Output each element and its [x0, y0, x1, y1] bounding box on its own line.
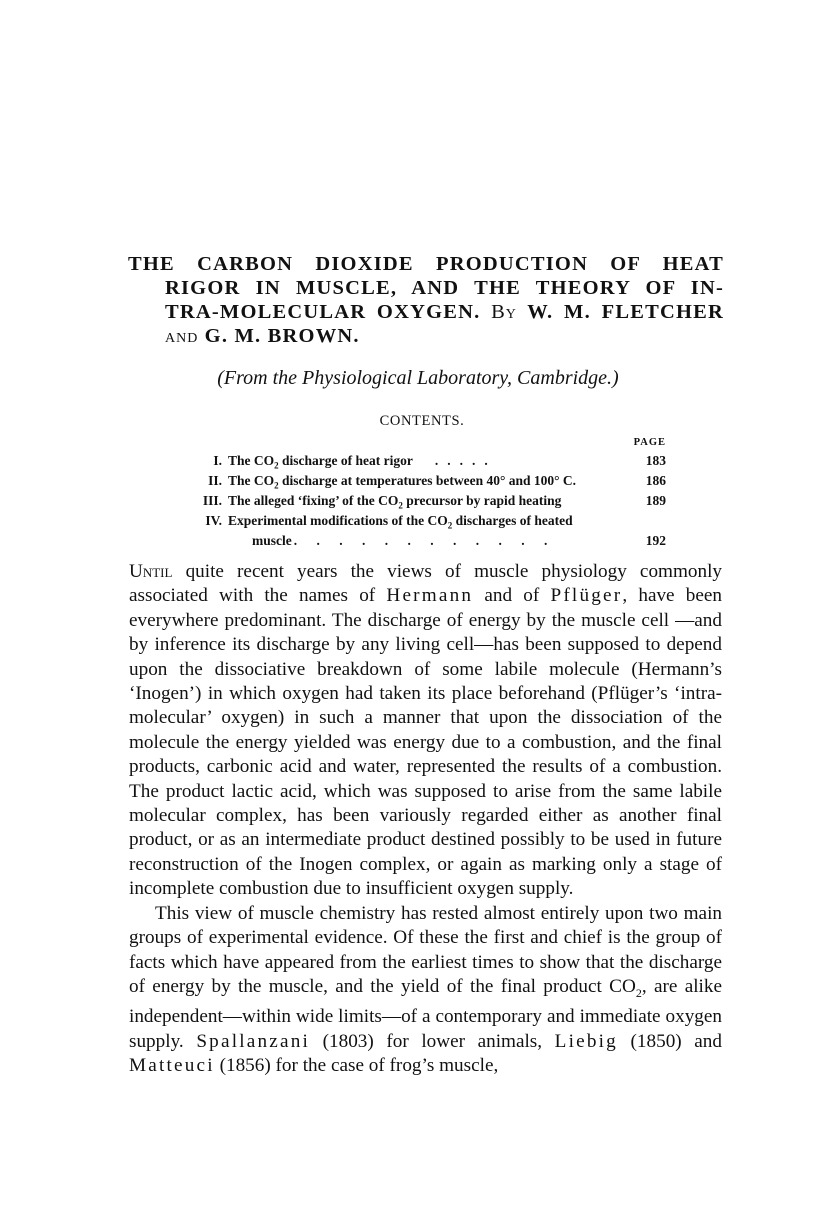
author-name: Spallanzani: [196, 1030, 311, 1052]
toc-entry-text: The $CO_2$ discharge of heat rigor .....: [228, 453, 497, 471]
toc-entry-text: The $CO_2$ discharge at temperatures between 40° and 100° C.: [228, 473, 577, 491]
by-word: By: [491, 301, 517, 323]
title-line-4: [128, 324, 724, 348]
title-line-2: RIGOR IN MUSCLE, AND THE THEORY OF IN-: [165, 277, 724, 299]
toc-entry: [186, 471, 670, 491]
article-body: [129, 560, 722, 1078]
toc-entry-text: The alleged ‘fixing’ of the $CO_2$ precursor by rapid heating: [228, 493, 562, 511]
title-line-1: THE CARBON DIOXIDE PRODUCTION OF HEAT: [128, 253, 724, 275]
toc-page-label: PAGE: [633, 437, 666, 448]
toc-entry-number: II.: [208, 473, 222, 488]
contents-heading: CONTENTS.: [379, 413, 465, 429]
author-2: G. M. BROWN.: [204, 325, 360, 347]
author-name: Matteuci: [129, 1054, 215, 1076]
toc-entry: [186, 511, 670, 531]
toc-entry-page: 183: [645, 453, 666, 468]
and-word: and: [165, 325, 199, 347]
author-name: Pflüger: [550, 585, 623, 607]
toc-entry-text-continued: muscle . . . . . . . . . . . .: [252, 533, 556, 548]
toc-entry-number: I.: [213, 453, 222, 468]
affiliation: (From the Physiological Laboratory, Cambridge.): [217, 367, 619, 389]
toc-entry-continuation: [186, 531, 670, 551]
toc-entry-page: 189: [645, 493, 666, 508]
toc-entry-text: Experimental modifications of the $CO_2$ discharges of heated: [228, 513, 573, 531]
paragraph: This view of muscle chemistry has rested almost entirely upon two main groups of experimental evidence. Of these the first and chief is the group of facts which have appeared from the earliest times to show that the discharge of energy by the muscle, and the yield of the final product $CO_2$, are alike independent—within wide limits—of a contemporary and immediate oxygen supply. Spallanzani (1803) for lower animals, Liebig (1850) and Matteuci (1856) for the case of frog’s muscle,: [129, 902, 722, 1076]
paragraph: Until quite recent years the views of muscle physiology commonly associated with the names of Hermann and of Pflüger, have been everywhere predominant. The discharge of energy by the muscle cell —and by inference its discharge by any living cell—has been supposed to depend upon the dissociative breakdown of some labile molecule (Hermann’s ‘Inogen’) in which oxygen had taken its place beforehand (Pflüger’s ‘intra-molecular’ oxygen) in such a manner that upon the dissociation of the molecule the energy yielded was energy due to a combustion, and the final products, carbonic acid and water, represented the results of a combustion. The product lactic acid, which was supposed to arise from the same labile molecular complex, has been variously regarded either as another final product, or as an intermediate product destined possibly to be used in future reconstruction of the Inogen complex, or again as marking only a stage of incomplete combustion due to insufficient oxygen supply.: [129, 561, 722, 900]
toc-entry: [186, 451, 670, 471]
title-line-3-text: TRA-MOLECULAR OXYGEN.: [165, 301, 481, 323]
author-name: Hermann: [386, 585, 474, 607]
toc-entry-number: IV.: [205, 513, 222, 528]
toc-entry-page: 192: [645, 533, 666, 548]
toc-entry-number: III.: [202, 493, 222, 508]
author-name: Liebig: [554, 1030, 618, 1052]
toc-entry: [186, 491, 670, 511]
title-line-3: [128, 300, 724, 324]
toc-entry-page: 186: [645, 473, 666, 488]
author-1: W. M. FLETCHER: [527, 301, 724, 323]
article-title: [128, 252, 724, 348]
opening-word: Until: [129, 561, 173, 582]
